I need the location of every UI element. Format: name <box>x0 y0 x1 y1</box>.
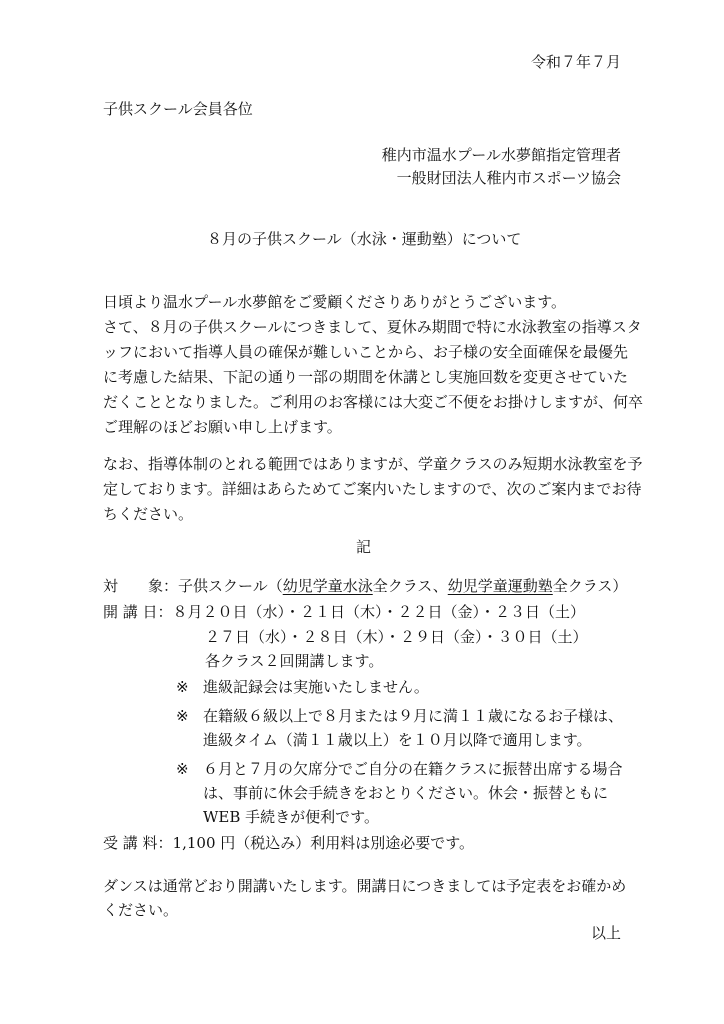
target-mid: 全クラス、 <box>372 577 448 595</box>
dates-label: 開 講 日： <box>103 603 173 621</box>
paragraph-line: 定しております。詳細はあらためてご案内いたしますので、次のご案内までお待 <box>103 480 642 498</box>
ki-heading: 記 <box>356 538 372 556</box>
fee-row <box>103 833 474 853</box>
paragraph-line: さて、８月の子供スクールにつきまして、夏休み期間で特に水泳教室の指導スタ <box>103 318 642 336</box>
closing-ijo: 以上 <box>590 924 621 942</box>
dates-line-1: ８月２０日（水）・２１日（木）・２２日（金）・２３日（土） <box>172 603 586 621</box>
note-mark: ※ <box>176 678 189 696</box>
paragraph-line: ご理解のほどお願い申し上げます。 <box>103 418 342 436</box>
paragraph-line: に考慮した結果、下記の通り一部の期間を休講とし実施回数を変更させていた <box>103 368 629 386</box>
target-exercise-classes: 幼児学童運動塾 <box>447 577 553 595</box>
paragraph-line: 日頃より温水プール水夢館をご愛顧くださりありがとうございます。 <box>103 293 567 311</box>
paragraph-line: ッフにおいて指導人員の確保が難しいことから、お子様の安全面確保を最優先 <box>103 343 629 361</box>
recipient: 子供スクール会員各位 <box>103 100 253 118</box>
dates-row <box>103 602 585 622</box>
target-prefix: 子供スクール（ <box>178 577 283 595</box>
paragraph-line: ダンスは通常どおり開講いたします。開講日につきましては予定表をお確かめ <box>103 877 627 895</box>
dates-line-3: 各クラス２回開講します。 <box>205 652 384 670</box>
document-date: 令和７年７月 <box>530 53 621 71</box>
sender-line-1: 稚内市温水プール水夢館指定管理者 <box>381 146 621 164</box>
paragraph-line: ください。 <box>103 901 179 919</box>
note-text: 進級記録会は実施いたしません。 <box>203 678 429 696</box>
document-title: ８月の子供スクール（水泳・運動塾）について <box>207 230 522 248</box>
target-label: 対 象： <box>103 577 179 595</box>
note-text: ６月と７月の欠席分でご自分の在籍クラスに振替出席する場合 <box>203 760 623 778</box>
target-suffix: 全クラス） <box>552 577 628 595</box>
sender-line-2: 一般財団法人稚内市スポーツ協会 <box>396 169 621 187</box>
target-row <box>103 576 627 596</box>
note-mark: ※ <box>176 707 189 725</box>
note-text: 在籍級６級以上で８月または９月に満１１歳になるお子様は、 <box>203 707 624 725</box>
note-text: は、事前に休会手続きをおとりください。休会・振替ともに <box>203 784 609 802</box>
note-text: 進級タイム（満１１歳以上）を１０月以降で適用します。 <box>203 731 592 749</box>
paragraph-line: だくこととなりました。ご利用のお客様には大変ご不便をお掛けしますが、何卒 <box>103 393 644 411</box>
note-text: WEB 手続きが便利です。 <box>203 808 379 826</box>
fee-text: 1,100 円（税込み）利用料は別途必要です。 <box>172 834 475 852</box>
paragraph-line: なお、指導体制のとれる範囲ではありますが、学童クラスのみ短期水泳教室を予 <box>103 455 643 473</box>
dates-line-2: ２７日（水）・２８日（木）・２９日（金）・３０日（土） <box>205 628 588 646</box>
fee-label: 受 講 料： <box>103 834 173 852</box>
target-swim-classes: 幼児学童水泳 <box>282 577 373 595</box>
paragraph-line: ちください。 <box>103 505 194 523</box>
note-mark: ※ <box>176 760 189 778</box>
